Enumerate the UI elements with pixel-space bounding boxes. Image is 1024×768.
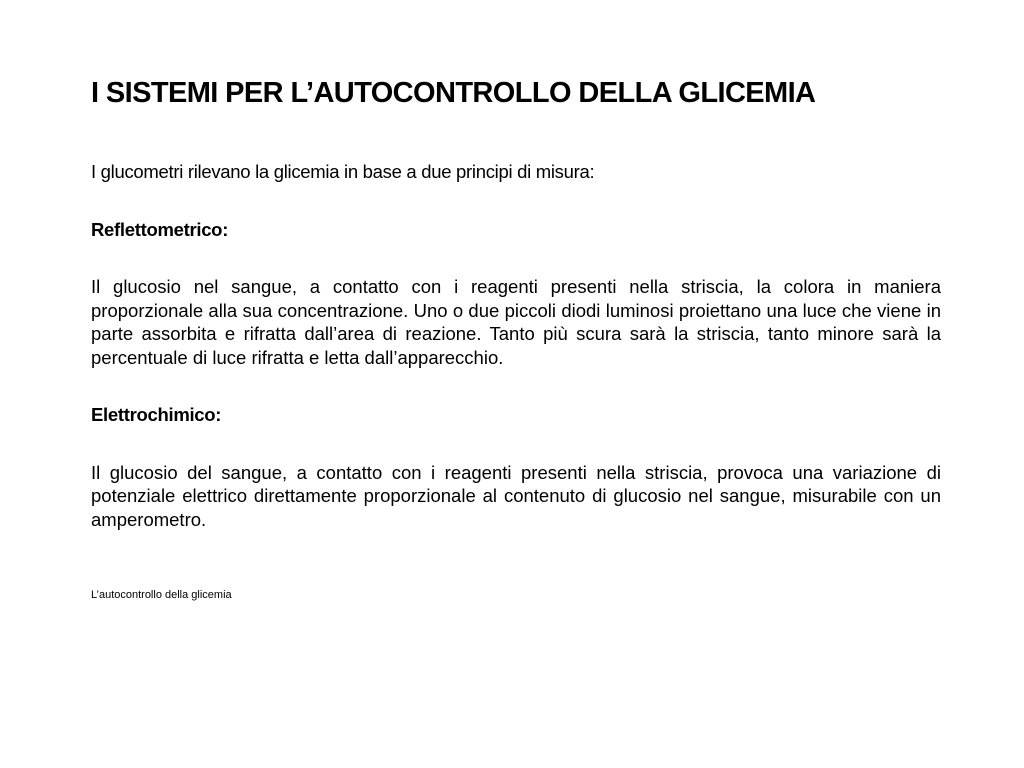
section-heading-reflettometrico: Reflettometrico: bbox=[91, 218, 229, 240]
section-text-elettrochimico: Il glucosio del sangue, a contatto con i reagenti presenti nella striscia, provoca una variazione di potenziale elettrico direttamente proporzionale al contenuto di glucosio nel sangue, misurabile con un amperometro. bbox=[91, 461, 941, 530]
section-text-reflettometrico: Il glucosio nel sangue, a contatto con i reagenti presenti nella striscia, la colora in maniera proporzionale alla sua concentrazione. Uno o due piccoli diodi luminosi proiettano una luce che viene in parte assorbita e rifratta dall’area di reazione. Tanto più scura sarà la striscia, tanto minore sarà la percentuale di luce rifratta e letta dall’apparecchio. bbox=[91, 276, 941, 368]
slide-title: I SISTEMI PER L’AUTOCONTROLLO DELLA GLICEMIA bbox=[91, 77, 816, 109]
slide-footer: L’autocontrollo della glicemia bbox=[91, 589, 232, 601]
intro-text: I glucometri rilevano la glicemia in base a due principi di misura: bbox=[91, 161, 595, 182]
section-heading-elettrochimico: Elettrochimico: bbox=[91, 404, 222, 425]
slide-body bbox=[91, 160, 941, 531]
